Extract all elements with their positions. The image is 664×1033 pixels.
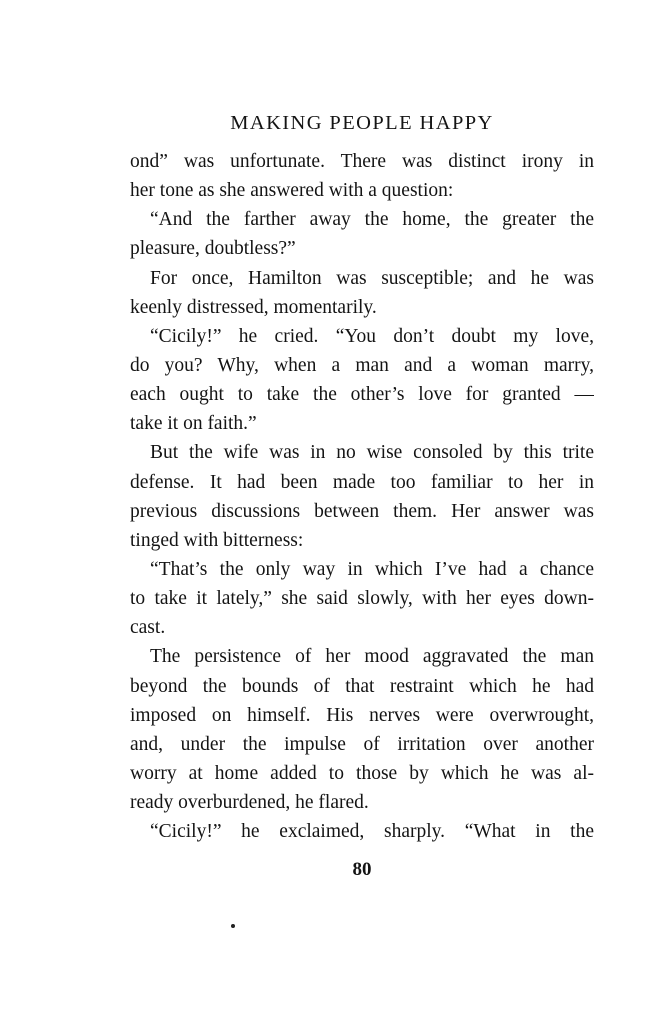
text-line: take it on faith.” — [130, 413, 257, 435]
text-line: ready overburdened, he flared. — [130, 792, 369, 814]
text-line: to take it lately,” she said slowly, with her eyes down- — [130, 588, 594, 610]
text-line: “Cicily!” he exclaimed, sharply. “What in the — [150, 821, 594, 843]
text-line: For once, Hamilton was susceptible; and he was — [150, 267, 594, 289]
text-line: previous discussions between them. Her answer was — [130, 500, 594, 522]
text-line: cast. — [130, 617, 166, 639]
text-line: do you? Why, when a man and a woman marry, — [130, 354, 594, 376]
text-line: But the wife was in no wise consoled by this trite — [150, 442, 594, 464]
text-line: and, under the impulse of irritation over another — [130, 733, 594, 755]
text-line: “And the farther away the home, the greater the — [150, 209, 594, 231]
text-line: “That’s the only way in which I’ve had a chance — [150, 558, 594, 580]
ink-speck — [231, 924, 235, 928]
text-line: defense. It had been made too familiar to her in — [130, 471, 594, 493]
text-line: each ought to take the other’s love for granted — — [130, 384, 594, 406]
text-line: “Cicily!” he cried. “You don’t doubt my love, — [150, 325, 594, 347]
running-head: MAKING PEOPLE HAPPY — [230, 112, 494, 134]
page-number: 80 — [352, 859, 372, 880]
text-line: worry at home added to those by which he was al- — [130, 762, 594, 784]
text-line: The persistence of her mood aggravated the man — [150, 646, 594, 668]
text-line: tinged with bitterness: — [130, 529, 304, 551]
text-line: pleasure, doubtless?” — [130, 238, 296, 260]
text-line: imposed on himself. His nerves were overwrought, — [130, 704, 594, 726]
body-text — [130, 147, 594, 846]
text-line: beyond the bounds of that restraint which he had — [130, 675, 594, 697]
text-line: ond” was unfortunate. There was distinct irony in — [130, 151, 594, 172]
text-line: her tone as she answered with a question: — [130, 180, 454, 202]
text-line: keenly distressed, momentarily. — [130, 296, 377, 318]
